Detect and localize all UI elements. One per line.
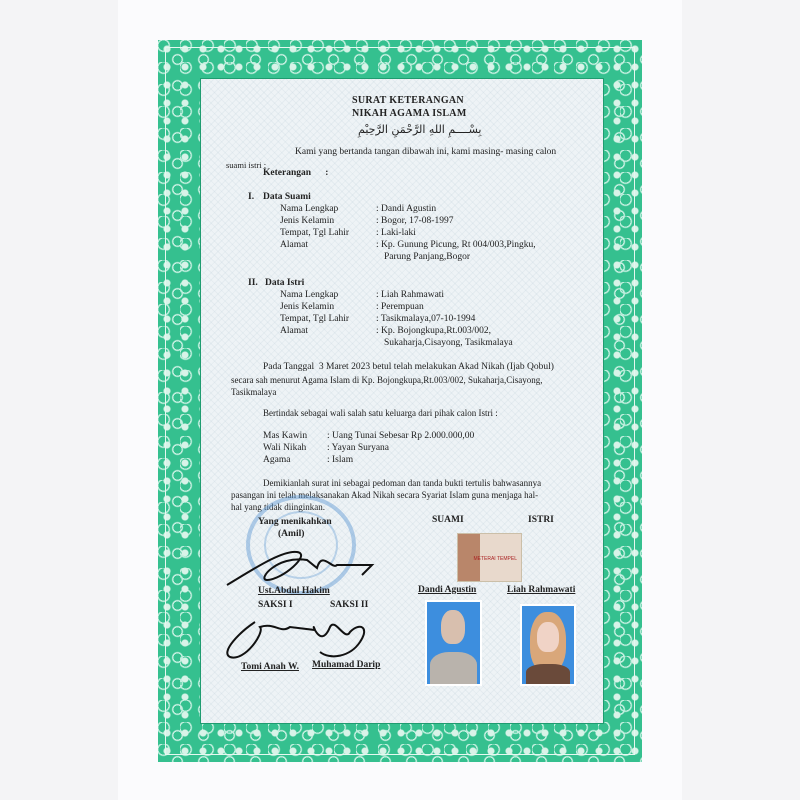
istri-value: : Kp. Bojongkupa,Rt.003/002, [376, 326, 492, 336]
amil-name: Ust.Abdul Hakim [258, 586, 330, 596]
istri-name: Liah Rahmawati [507, 585, 576, 595]
istri-label: ISTRI [528, 515, 554, 525]
detail-label: Agama [263, 455, 291, 465]
suami-label: Tempat, Tgl Lahir [280, 228, 350, 238]
detail-label: Mas Kawin [263, 431, 308, 441]
materai-text: METERAI TEMPEL [473, 556, 517, 562]
closing-line2: pasangan ini telah melaksanakan Akad Nikah secara Syariat Islam guna menjaga hal- [231, 490, 539, 500]
title-line1: SURAT KETERANGAN [352, 95, 464, 106]
suami-label: Alamat [280, 240, 308, 250]
istri-value: : Liah Rahmawati [376, 290, 445, 300]
suami-value: : Bogor, 17-08-1997 [376, 216, 454, 226]
suami-address-cont: Parung Panjang,Bogor [384, 252, 471, 262]
wali-intro: Bertindak sebagai wali salah satu keluarga dari pihak calon Istri : [263, 408, 498, 418]
detail-value: : Islam [327, 455, 354, 465]
intro-line1: Kami yang bertanda tangan dibawah ini, kami masing- masing calon [295, 147, 557, 157]
suami-heading: Data Suami [263, 192, 311, 202]
istri-label: Nama Lengkap [280, 290, 339, 300]
closing-line3: hal yang tidak diinginkan. [231, 502, 325, 512]
title-line2: NIKAH AGAMA ISLAM [352, 108, 467, 119]
akad-line1: Pada Tanggal 3 Maret 2023 betul telah melakukan Akad Nikah (Ijab Qobul) [263, 362, 554, 372]
suami-label: Jenis Kelamin [280, 216, 335, 226]
saksi2-label: SAKSI II [330, 600, 369, 610]
istri-value: : Perempuan [376, 302, 424, 312]
istri-label: Tempat, Tgl Lahir [280, 314, 350, 324]
saksi1-name: Tomi Anah W. [241, 662, 300, 672]
istri-photo [520, 604, 576, 686]
detail-value: : Yayan Suryana [327, 443, 390, 453]
amil-label: Yang menikahkan [258, 517, 332, 527]
suami-name: Dandi Agustin [418, 585, 477, 595]
suami-value: : Laki-laki [376, 228, 416, 238]
suami-label: Nama Lengkap [280, 204, 339, 214]
saksi-signatures [220, 612, 390, 662]
amil-sublabel: (Amil) [278, 529, 305, 539]
suami-value: : Dandi Agustin [376, 204, 437, 214]
detail-label: Wali Nikah [263, 443, 307, 453]
istri-heading: Data Istri [265, 278, 305, 288]
bismillah: بِسْــــمِ اللهِ الرَّحْمَنِ الرَّحِيْمِ [358, 123, 482, 136]
keterangan-label: Keterangan : [263, 168, 329, 178]
akad-line2: secara sah menurut Agama Islam di Kp. Bojongkupa,Rt.003/002, Sukaharja,Cisayong, [231, 375, 543, 385]
detail-value: : Uang Tunai Sebesar Rp 2.000.000,00 [327, 431, 475, 441]
suami-value: : Kp. Gunung Picung, Rt 004/003,Pingku, [376, 240, 536, 250]
istri-value: : Tasikmalaya,07-10-1994 [376, 314, 476, 324]
closing-line1: Demikianlah surat ini sebagai pedoman dan tanda bukti tertulis bahwasannya [263, 478, 542, 488]
istri-address-cont: Sukaharja,Cisayong, Tasikmalaya [384, 338, 513, 348]
suami-label: SUAMI [432, 515, 464, 525]
akad-line3: Tasikmalaya [231, 387, 277, 397]
intro-line2: suami istri : [226, 160, 267, 170]
suami-photo [425, 600, 482, 686]
istri-heading-num: II. [248, 278, 258, 288]
istri-label: Jenis Kelamin [280, 302, 335, 312]
saksi1-label: SAKSI I [258, 600, 293, 610]
istri-label: Alamat [280, 326, 308, 336]
materai-stamp [457, 533, 522, 582]
amil-signature [222, 540, 382, 590]
saksi2-name: Muhamad Darip [312, 660, 381, 670]
suami-heading-num: I. [248, 192, 255, 202]
